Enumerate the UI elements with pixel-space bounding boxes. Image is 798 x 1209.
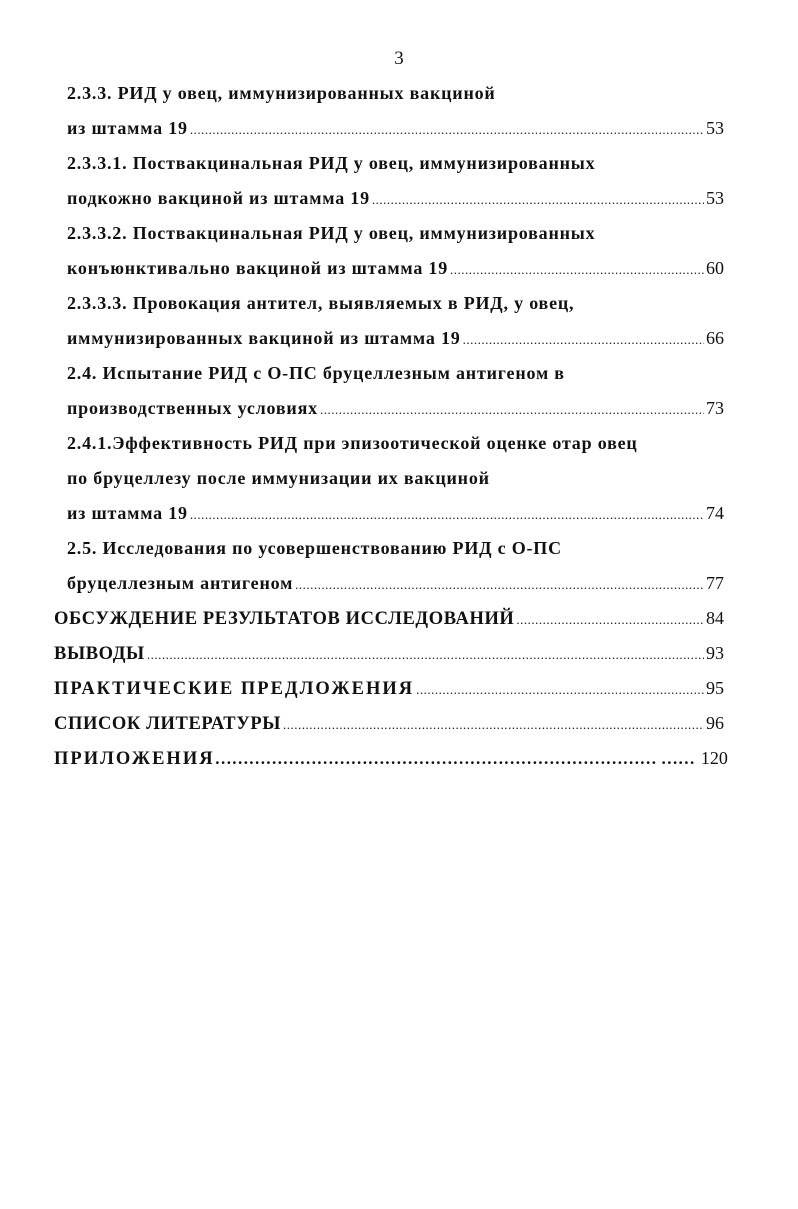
toc-entry-line xyxy=(0,111,724,146)
toc-entry-text: ОБСУЖДЕНИЕ РЕЗУЛЬТАТОВ ИССЛЕДОВАНИЙ xyxy=(54,609,515,629)
toc-entry-text: бруцеллезным антигеном xyxy=(67,573,294,593)
toc-entry-text: ПРИЛОЖЕНИЯ xyxy=(54,749,215,769)
toc-entry[interactable] xyxy=(0,356,798,426)
toc-page-number: 84 xyxy=(706,608,724,628)
toc-entry-discussion[interactable] xyxy=(0,601,798,636)
toc-page-number: 73 xyxy=(706,398,724,418)
leader-dots xyxy=(320,391,704,427)
leader-dots xyxy=(450,251,704,287)
toc-page-number: 60 xyxy=(706,258,724,278)
toc-page-number: 120 xyxy=(700,748,728,768)
toc-entry[interactable] xyxy=(0,76,798,146)
toc-entry-line xyxy=(0,706,724,741)
toc-entry-line xyxy=(0,426,724,461)
leader-dots xyxy=(283,707,704,742)
toc-entry-text: конъюнктивально вакциной из штамма 19 xyxy=(67,258,449,278)
toc-entry-line xyxy=(0,391,724,426)
toc-entry-line xyxy=(0,146,724,181)
table-of-contents xyxy=(0,76,798,776)
toc-entry-text: 2.5. Исследования по усовершенствованию РИД с О-ПС xyxy=(67,538,562,558)
toc-entry-text: 2.3.3.3. Провокация антител, выявляемых в РИД, у овец, xyxy=(67,293,575,313)
leader-dots xyxy=(516,602,704,637)
toc-entry-text: 2.4.1.Эффективность РИД при эпизоотической оценке отар овец xyxy=(67,433,638,453)
toc-entry[interactable] xyxy=(0,286,798,356)
toc-page-number: 96 xyxy=(706,713,724,733)
toc-entry-bibliography[interactable] xyxy=(0,706,798,741)
toc-entry-line xyxy=(0,566,724,601)
toc-entry-text: 2.4. Испытание РИД с О-ПС бруцеллезным антигеном в xyxy=(67,363,565,383)
toc-entry-text: из штамма 19 xyxy=(67,118,188,138)
leader-dots xyxy=(416,672,704,707)
toc-entry-line xyxy=(0,286,724,321)
toc-entry[interactable] xyxy=(0,216,798,286)
toc-entry-line xyxy=(0,181,724,216)
toc-entry-text: иммунизированных вакциной из штамма 19 xyxy=(67,328,461,348)
leader-dots xyxy=(190,111,704,147)
toc-entry[interactable] xyxy=(0,146,798,216)
toc-entry-text: производственных условиях xyxy=(67,398,318,418)
toc-page-number: 95 xyxy=(706,678,724,698)
toc-entry-line xyxy=(0,321,724,356)
toc-page-number: 53 xyxy=(706,188,724,208)
toc-page-number: 77 xyxy=(706,573,724,593)
toc-entry-line xyxy=(0,671,724,706)
leader-dots xyxy=(372,181,704,217)
page-number: 3 xyxy=(394,48,404,69)
toc-page-number: 74 xyxy=(706,503,724,523)
toc-entry-line xyxy=(0,601,724,636)
toc-entry-text: 2.3.3. РИД у овец, иммунизированных вакциной xyxy=(67,83,496,103)
toc-entry-text: по бруцеллезу после иммунизации их вакциной xyxy=(67,468,490,488)
toc-entry-line xyxy=(0,461,724,496)
toc-entry-line xyxy=(0,636,724,671)
toc-entry-line xyxy=(0,356,724,391)
toc-entry-line xyxy=(0,531,724,566)
toc-entry-conclusions[interactable] xyxy=(0,636,798,671)
toc-entry[interactable] xyxy=(0,426,798,531)
toc-entry-text: СПИСОК ЛИТЕРАТУРЫ xyxy=(54,714,282,734)
leader-dots xyxy=(190,496,704,532)
toc-entry[interactable] xyxy=(0,531,798,601)
toc-entry-appendices[interactable] xyxy=(0,741,798,776)
toc-page-number: 53 xyxy=(706,118,724,138)
toc-entry-line xyxy=(0,496,724,531)
toc-entry-text: ВЫВОДЫ xyxy=(54,644,145,664)
toc-entry-line xyxy=(0,216,724,251)
toc-entry-line xyxy=(0,76,724,111)
toc-entry-text: подкожно вакциной из штамма 19 xyxy=(67,188,370,208)
toc-page-number: 66 xyxy=(706,328,724,348)
toc-entry-text: из штамма 19 xyxy=(67,503,188,523)
toc-entry-line xyxy=(0,251,724,286)
leader-dots xyxy=(215,741,695,777)
toc-entry-text: 2.3.3.2. Поствакцинальная РИД у овец, иммунизированных xyxy=(67,223,596,243)
leader-dots xyxy=(295,566,704,602)
leader-dots xyxy=(463,321,704,357)
leader-dots xyxy=(147,637,704,672)
toc-page-number: 93 xyxy=(706,643,724,663)
toc-entry-text: 2.3.3.1. Поствакцинальная РИД у овец, иммунизированных xyxy=(67,153,596,173)
toc-entry-practical-proposals[interactable] xyxy=(0,671,798,706)
toc-entry-line xyxy=(0,741,728,776)
toc-entry-text: ПРАКТИЧЕСКИЕ ПРЕДЛОЖЕНИЯ xyxy=(54,679,415,699)
